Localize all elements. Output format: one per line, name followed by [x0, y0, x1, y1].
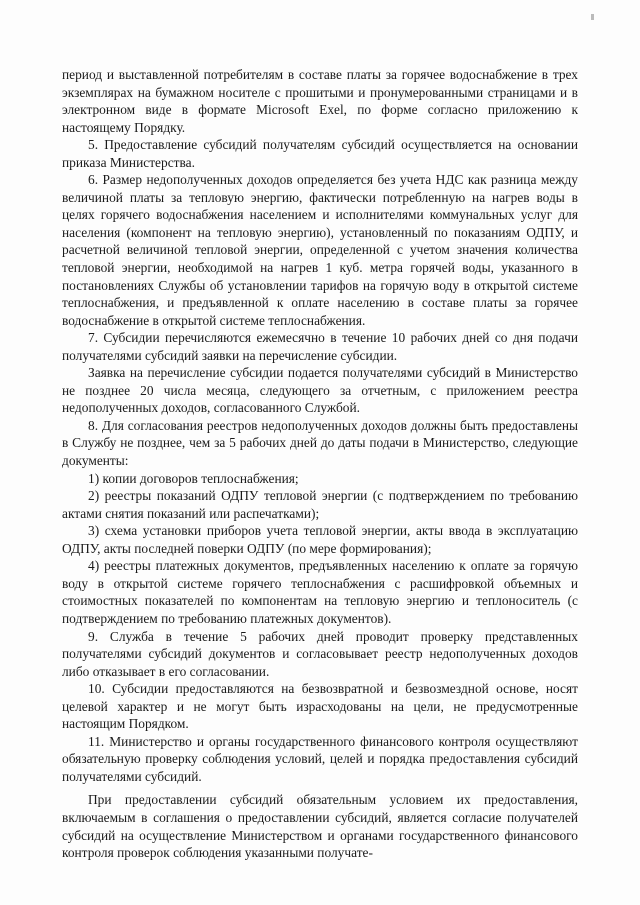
paragraph-item-5: 5. Предоставление субсидий получателям субсидий осуществляется на основании приказа Министерства.: [62, 137, 578, 170]
paragraph-item-11: 11. Министерство и органы государственного финансового контроля осуществляют обязательную проверку соблюдения условий, целей и порядка предоставления субсидий получателями субсидий.: [62, 733, 578, 784]
paragraph-continuation: период и выставленной потребителям в составе платы за горячее водоснабжение в трех экземплярах на бумажном носителе с прошитыми и пронумерованными страницами и в электронном виде в формате Microsoft Exel, по форме согласно приложению к настоящему Порядку.: [62, 67, 578, 135]
document-body: [62, 66, 578, 862]
paragraph-item-6: 6. Размер недополученных доходов определяется без учета НДС как разница между величиной платы за тепловую энергию, фактически потребленную на нагрев воды в целях горячего водоснабжения населением и исполнителями коммунальных услуг для населения (компонент на тепловую энергию), установленный по показаниям ОДПУ, и расчетной величиной тепловой энергии, определенной с учетом значения количества тепловой энергии, необходимой на нагрев 1 куб. метра горячей воды, указанного в постановлениях Службы об установлении тарифов на горячую воду в открытой системе теплоснабжения, и предъявленной к оплате населению в составе платы за горячее водоснабжение в открытой системе теплоснабжения.: [62, 172, 578, 328]
list-item-3: 3) схема установки приборов учета тепловой энергии, акты ввода в эксплуатацию ОДПУ, акты последней поверки ОДПУ (по мере формирования);: [62, 523, 578, 556]
list-item-4: 4) реестры платежных документов, предъявленных населению к оплате за горячую воду в открытой системе горячего теплоснабжения с расшифровкой объемных и стоимостных показателей по компонентам на тепловую энергию и теплоноситель (с подтверждением по требованию платежных документов).: [62, 558, 578, 626]
list-item-2: 2) реестры показаний ОДПУ тепловой энергии (с подтверждением по требованию актами снятия показаний или распечатками);: [62, 488, 578, 521]
paragraph-conditions: При предоставлении субсидий обязательным условием их предоставления, включаемым в соглашения о предоставлении субсидий, является согласие получателей субсидий на осуществление Министерством и органами государственного финансового контроля проверок соблюдения указанными получате-: [62, 792, 578, 861]
list-item-1: 1) копии договоров теплоснабжения;: [88, 470, 299, 486]
paragraph-item-7: 7. Субсидии перечисляются ежемесячно в течение 10 рабочих дней со дня подачи получателями субсидий заявки на перечисление субсидии.: [62, 330, 578, 363]
paragraph-item-8: 8. Для согласования реестров недополученных доходов должны быть предоставлены в Службу не позднее, чем за 5 рабочих дней до даты подачи в Министерство, следующие документы:: [62, 417, 578, 469]
paragraph-item-9: 9. Служба в течение 5 рабочих дней проводит проверку представленных получателями субсидий документов и согласовывает реестр недополученных доходов либо отказывает в его согласовании.: [62, 628, 578, 679]
paragraph-item-10: 10. Субсидии предоставляются на безвозвратной и безвозмездной основе, носят целевой характер и не могут быть израсходованы на цели, не предусмотренные настоящим Порядком.: [62, 681, 578, 732]
scan-artifact: [591, 14, 594, 20]
paragraph-application: Заявка на перечисление субсидии подается получателями субсидий в Министерство не позднее 20 числа месяца, следующего за отчетным, с приложением реестра недополученных доходов, согласованного Службой.: [62, 365, 578, 416]
